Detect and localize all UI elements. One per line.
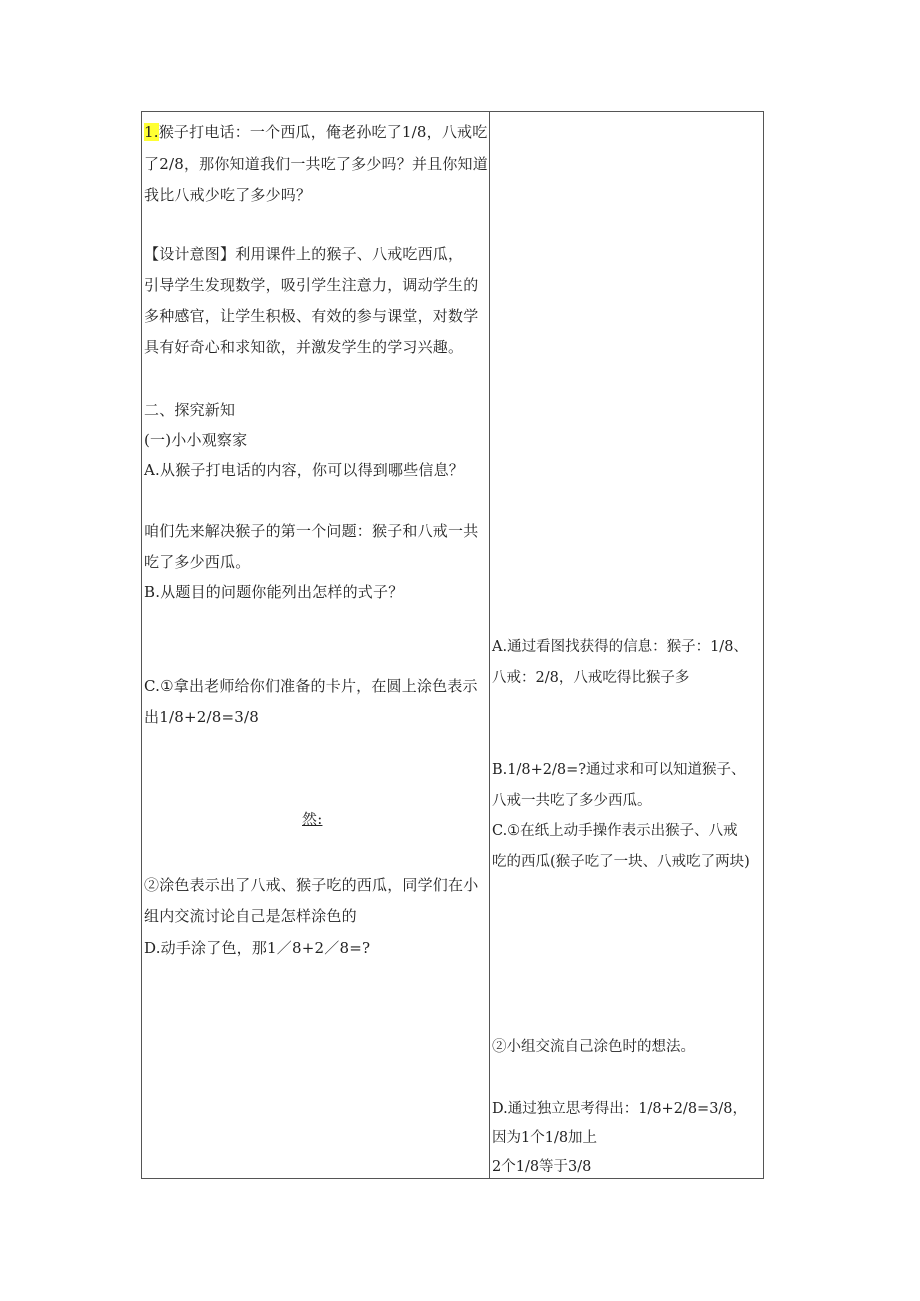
answer-c-line-1: C.①在纸上动手操作表示出猴子、八戒 (492, 823, 738, 839)
column-divider (489, 112, 490, 1178)
question-c-line-1: C.①拿出老师给你们准备的卡片，在圆上涂色表示 (144, 677, 478, 695)
question-d: D.动手涂了色，那1／8+2／8=? (144, 939, 371, 957)
answer-b-line-1: B.1/8+2/8=?通过求和可以知道猴子、 (492, 762, 746, 778)
design-intent-line-4: 具有好奇心和求知欲，并激发学生的学习兴趣。 (144, 338, 464, 356)
intro-line-2: 了2/8，那你知道我们一共吃了多少吗？并且你知道 (144, 155, 488, 173)
question-b: B.从题目的问题你能列出怎样的式子？ (144, 583, 404, 601)
solve-line-2: 吃了多少西瓜。 (144, 553, 251, 571)
ran-label: 然: (302, 810, 323, 828)
intro-number-highlight: 1. (144, 123, 159, 141)
answer-c-line-2: 吃的西瓜(猴子吃了一块、八戒吃了两块) (492, 854, 750, 870)
question-c-line-2: 出1/8+2/8=3/8 (144, 708, 259, 726)
answer-d-line-3: 2个1/8等于3/8 (492, 1159, 592, 1175)
answer-b-line-2: 八戒一共吃了多少西瓜。 (492, 793, 652, 809)
design-intent-line-3: 多种感官，让学生积极、有效的参与课堂，对数学 (144, 307, 479, 325)
section-heading-explore: 二、探究新知 (144, 401, 236, 419)
intro-line-3: 我比八戒少吃了多少吗？ (144, 186, 312, 204)
lesson-table (141, 111, 764, 1179)
answer-d-line-1: D.通过独立思考得出：1/8+2/8=3/8， (492, 1101, 748, 1117)
design-intent-line-1: 【设计意图】利用课件上的猴子、八戒吃西瓜， (144, 245, 464, 263)
coloring-line-1: ②涂色表示出了八戒、猴子吃的西瓜，同学们在小 (144, 876, 479, 894)
answer-d-line-2: 因为1个1/8加上 (492, 1130, 598, 1146)
intro-text-1: 猴子打电话：一个西瓜，俺老孙吃了1/8，八戒吃 (158, 123, 488, 141)
solve-line-1: 咱们先来解决猴子的第一个问题：猴子和八戒一共 (144, 522, 479, 540)
answer-a-line-2: 八戒：2/8，八戒吃得比猴子多 (492, 670, 690, 686)
answer-c-line-3: ②小组交流自己涂色时的想法。 (492, 1039, 695, 1055)
intro-line-1 (144, 122, 487, 142)
design-intent-line-2: 引导学生发现数学，吸引学生注意力，调动学生的 (144, 276, 479, 294)
subsection-heading-observer: (一)小小观察家 (144, 431, 248, 449)
answer-a-line-1: A.通过看图找获得的信息：猴子：1/8、 (492, 639, 748, 655)
coloring-line-2: 组内交流讨论自己是怎样涂色的 (144, 907, 357, 925)
question-a: A.从猴子打电话的内容，你可以得到哪些信息？ (144, 461, 465, 479)
